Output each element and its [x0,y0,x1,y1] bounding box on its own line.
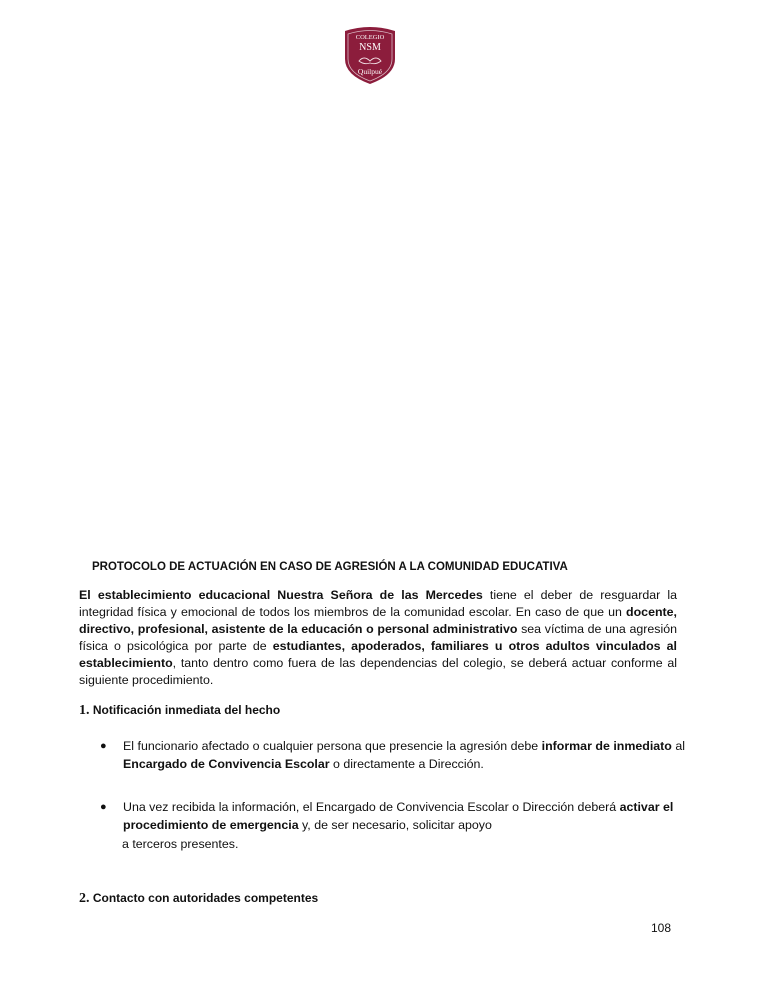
section-label-2: Contacto con autoridades competentes [89,891,319,905]
section-number-1: 1. [79,703,90,718]
bullet1-bold-b: Encargado de Convivencia Escolar [123,757,330,771]
intro-bold-school-name: El establecimiento educacional Nuestra Señora de las Mercedes [79,588,483,602]
section-number-2: 2. [79,891,90,906]
document-title: PROTOCOLO DE ACTUACIÓN EN CASO DE AGRESIÓN A LA COMUNIDAD EDUCATIVA [92,561,568,573]
logo-text-colegio: COLEGIO [355,34,385,41]
intro-text-3: , tanto dentro como fuera de las dependencias del colegio, se deberá actuar conforme al siguiente procedimiento. [79,656,677,687]
bullet-continuation-text: a terceros presentes. [122,837,239,851]
bullet2-text-b: y, de ser necesario, solicitar apoyo [298,818,492,832]
bullet-text-1 [123,737,685,773]
intro-bold-aggressors: estudiantes, apoderados, familiares u otros adultos vinculados al establecimiento [79,639,677,670]
intro-paragraph [79,587,677,689]
bullet1-text-c: o directamente a Dirección. [329,757,484,771]
bullet1-bold-a: informar de inmediato [541,739,672,753]
bullet-icon: ● [100,801,107,813]
logo-text-nsm: NSM [359,42,381,53]
bullet2-text-a: Una vez recibida la información, el Encargado de Convivencia Escolar o Dirección deberá [123,800,620,814]
list-item [100,798,692,834]
intro-text-1: tiene el deber de resguardar la integridad física y emocional de todos los miembros de la comunidad escolar. En caso de que un [79,588,677,619]
bullet1-text-a: El funcionario afectado o cualquier persona que presencie la agresión debe [123,739,542,753]
intro-text-2: sea víctima de una agresión física o psicológica por parte de [79,622,678,653]
section-heading-1 [79,703,280,719]
bullet-icon: ● [100,740,107,752]
list-item [100,737,685,773]
school-logo [341,25,399,85]
bullet-text-2 [123,798,692,834]
page-number: 108 [651,921,672,935]
logo-text-quilpue: Quilpué [357,67,383,76]
intro-bold-staff: docente, directivo, profesional, asistente de la educación o personal administrativo [79,605,677,636]
bullet2-bold-a: activar el procedimiento de emergencia [123,800,674,832]
section-label-1: Notificación inmediata del hecho [89,703,281,717]
shield-crest-icon [341,25,399,85]
section-heading-2 [79,891,318,907]
bullet1-text-b: al [671,739,685,753]
